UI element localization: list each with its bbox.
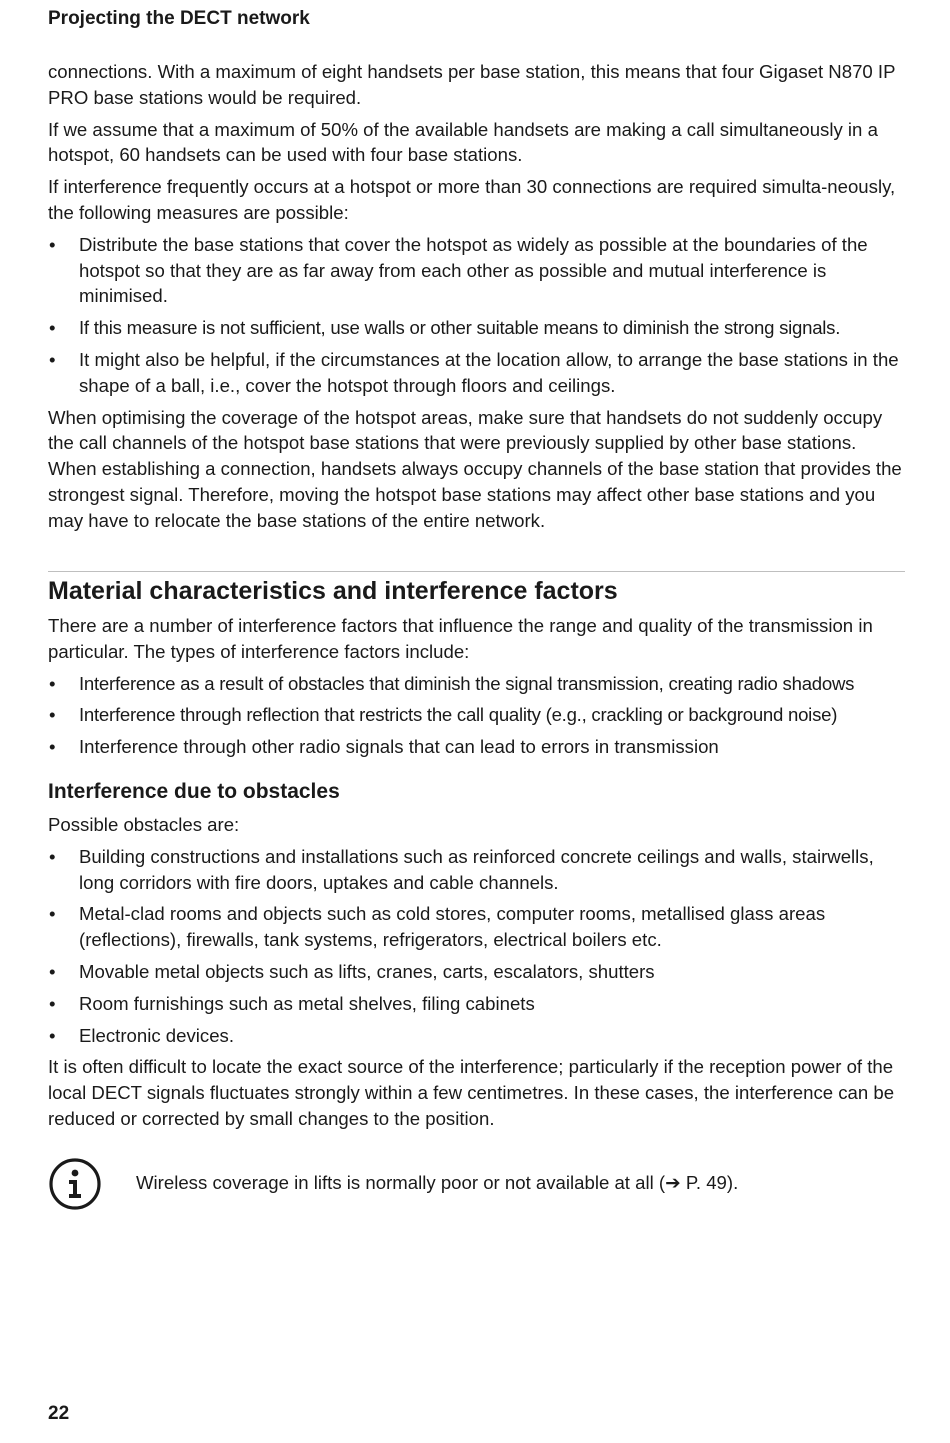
list-item [48, 315, 905, 341]
intro-measures-list [48, 232, 905, 399]
bullet-marker: • [49, 845, 56, 867]
list-item [48, 959, 905, 985]
list-item-text: It might also be helpful, if the circumstances at the location allow, to arrange the base stations in the shape of a ball, i.e., cover the hotspot through floors and ceilings. [79, 348, 899, 396]
intro-paragraph-4: When optimising the coverage of the hotspot areas, make sure that handsets do not suddenly occupy the call channels of the hotspot base stations that were previously supplied by other base stations. When establishing a connection, handsets always occupy channels of the base station that provides the strongest signal. Therefore, moving the hotspot base stations may affect other base stations and you may have to relocate the base stations of the entire network. [48, 406, 902, 531]
list-item [48, 1023, 905, 1049]
subsection-block [48, 778, 905, 1138]
subsection-title: Interference due to obstacles [48, 780, 340, 803]
bullet-marker: • [49, 704, 56, 726]
list-item [48, 844, 905, 896]
section-title: Material characteristics and interference factors [48, 577, 618, 605]
interference-types-list [48, 671, 905, 760]
list-item [48, 991, 905, 1017]
section-block [48, 575, 905, 766]
obstacles-list [48, 844, 905, 1049]
list-item-text: Metal-clad rooms and objects such as cold stores, computer rooms, metallised glass areas (reflections), firewalls, tank systems, refrigerators, electrical boilers etc. [79, 903, 826, 951]
list-item [48, 232, 905, 309]
page-reference-link[interactable]: P. 49 [680, 1172, 727, 1193]
page-number: 22 [48, 1403, 70, 1424]
running-header: Projecting the DECT network [48, 8, 310, 29]
note-text-main: Wireless coverage in lifts is normally poor or not available at all ( [136, 1172, 666, 1193]
intro-paragraph-1: connections. With a maximum of eight handsets per base station, this means that four Gigaset N870 IP PRO base stations would be required. [48, 61, 896, 108]
bullet-marker: • [49, 233, 56, 255]
list-item-text: Distribute the base stations that cover the hotspot as widely as possible at the boundaries of the hotspot so that they are as far away from each other as possible and mutual interference is minimised. [79, 233, 868, 307]
list-item-text: Interference through reflection that restricts the call quality (e.g., crackling or background noise) [79, 704, 838, 726]
section-divider [48, 571, 905, 572]
intro-paragraph-2: If we assume that a maximum of 50% of the available handsets are making a call simultaneously in a hotspot, 60 handsets can be used with four base stations. [48, 118, 878, 166]
list-item [48, 901, 905, 953]
subsection-paragraph-2: It is often difficult to locate the exact source of the interference; particularly if the reception power of the local DECT signals fluctuates strongly within a few centimetres. In these cases, the interference can be reduced or corrected by small changes to the position. [48, 1056, 895, 1129]
bullet-marker: • [49, 960, 56, 982]
list-item [48, 671, 905, 697]
list-item-text: Room furnishings such as metal shelves, filing cabinets [79, 992, 535, 1014]
note-text [136, 1170, 738, 1196]
bullet-marker: • [49, 672, 56, 694]
info-icon [48, 1157, 102, 1211]
arrow-right-icon: ➔ [665, 1172, 681, 1193]
list-item-text: Interference through other radio signals that can lead to errors in transmission [79, 736, 719, 758]
section-paragraph-1: There are a number of interference factors that influence the range and quality of the transmission in particular. The types of interference factors include: [48, 615, 873, 662]
list-item-text: Building constructions and installations such as reinforced concrete ceilings and walls, stairwells, long corridors with fire doors, uptakes and cable channels. [79, 845, 874, 893]
bullet-marker: • [49, 903, 56, 925]
bullet-marker: • [49, 348, 56, 370]
list-item-text: Interference as a result of obstacles that diminish the signal transmission, creating radio shadows [79, 672, 855, 694]
list-item-text: If this measure is not sufficient, use walls or other suitable means to diminish the strong signals. [79, 317, 841, 339]
intro-paragraph-3: If interference frequently occurs at a hotspot or more than 30 connections are required simulta-neously, the following measures are possible: [48, 176, 896, 223]
bullet-marker: • [49, 736, 56, 758]
bullet-marker: • [49, 317, 56, 339]
list-item [48, 347, 905, 399]
bullet-marker: • [49, 1024, 56, 1046]
list-item [48, 734, 905, 760]
intro-block [48, 59, 905, 540]
note-text-end: ). [726, 1172, 739, 1193]
subsection-paragraph-1: Possible obstacles are: [48, 814, 240, 835]
list-item [48, 702, 905, 728]
bullet-marker: • [49, 992, 56, 1014]
list-item-text: Electronic devices. [79, 1024, 235, 1046]
list-item-text: Movable metal objects such as lifts, cranes, carts, escalators, shutters [79, 960, 655, 982]
